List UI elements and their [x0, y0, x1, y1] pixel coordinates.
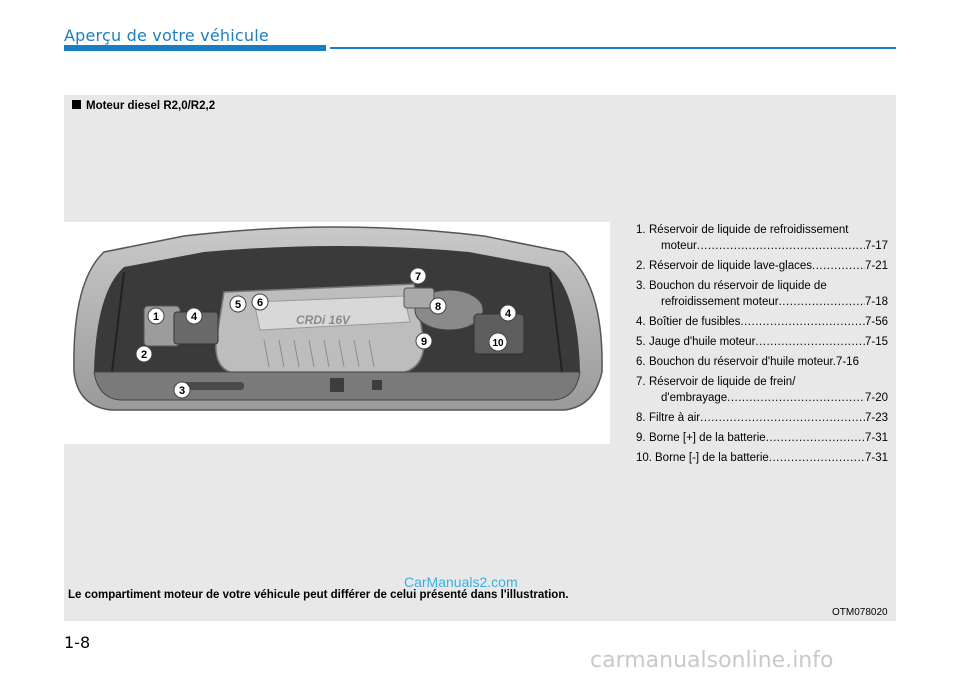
legend-num: 2. — [636, 260, 646, 272]
legend-text: Filtre à air — [649, 412, 701, 424]
legend-text: Bouchon du réservoir d'huile moteur. — [649, 356, 836, 368]
callout-8: 8 — [434, 301, 442, 313]
legend-text: Réservoir de liquide lave-glaces — [649, 260, 812, 272]
header-rule-thick — [64, 45, 326, 51]
legend-text: moteur — [661, 240, 697, 252]
engine-illustration — [64, 222, 610, 444]
legend-page: 7-16 — [835, 356, 859, 368]
leader-dots — [727, 390, 865, 406]
figure-code: OTM078020 — [832, 607, 888, 618]
legend-item — [636, 374, 888, 406]
leader-dots — [700, 410, 865, 426]
leader-dots — [755, 334, 865, 350]
callout-9: 9 — [420, 336, 428, 348]
legend-item — [636, 450, 888, 466]
callout-7: 7 — [414, 271, 422, 283]
legend-text: d'embrayage — [661, 392, 728, 404]
legend-text: Borne [+] de la batterie — [649, 432, 766, 444]
panel-title-text: Moteur diesel R2,0/R2,2 — [86, 100, 216, 112]
callout-1: 1 — [152, 311, 160, 323]
legend-page: 7-23 — [864, 412, 888, 424]
legend-page: 7-31 — [864, 452, 888, 464]
callout-4: 4 — [190, 311, 198, 323]
legend-page: 7-31 — [864, 432, 888, 444]
legend-item — [636, 258, 888, 274]
legend-item — [636, 222, 888, 254]
legend-page: 7-18 — [864, 296, 888, 308]
callout-3: 3 — [178, 385, 186, 397]
svg-text:CRDi 16V: CRDi 16V — [296, 313, 351, 327]
callout-4-right: 4 — [504, 308, 512, 320]
legend-num: 6. — [636, 356, 646, 368]
leader-dots — [812, 258, 865, 274]
legend-text: Boîtier de fusibles — [649, 316, 741, 328]
callout-10: 10 — [492, 338, 504, 349]
legend-num: 4. — [636, 316, 646, 328]
watermark-text: CarManuals2.com — [404, 574, 518, 590]
legend-num: 3. — [636, 280, 646, 292]
legend-text: Borne [-] de la batterie — [655, 452, 769, 464]
site-watermark: carmanualsonline.info — [590, 648, 834, 673]
legend-item — [636, 410, 888, 426]
legend-page: 7-56 — [864, 316, 888, 328]
callout-5: 5 — [234, 299, 242, 311]
leader-dots — [697, 238, 865, 254]
leader-dots — [740, 314, 865, 330]
bullet-square-icon — [72, 100, 81, 109]
legend-item — [636, 354, 888, 370]
page-number: 1-8 — [64, 633, 91, 652]
leader-dots — [769, 450, 865, 466]
legend-page: 7-20 — [864, 392, 888, 404]
engine-drawing — [64, 222, 610, 444]
legend-list — [636, 222, 888, 470]
legend-num: 8. — [636, 412, 646, 424]
legend-num: 10. — [636, 452, 652, 464]
section-title: Aperçu de votre véhicule — [64, 26, 269, 45]
legend-page: 7-17 — [864, 240, 888, 252]
legend-item — [636, 334, 888, 350]
callout-6: 6 — [256, 297, 264, 309]
legend-item — [636, 314, 888, 330]
legend-text: Jauge d'huile moteur — [649, 336, 756, 348]
legend-num: 1. — [636, 224, 646, 236]
legend-line: Réservoir de liquide de refroidissement — [649, 224, 849, 236]
leader-dots — [779, 294, 865, 310]
legend-item — [636, 430, 888, 446]
legend-num: 7. — [636, 376, 646, 388]
legend-line: Bouchon du réservoir de liquide de — [649, 280, 827, 292]
footnote: Le compartiment moteur de votre véhicule peut différer de celui présenté dans l'illustration. — [68, 589, 569, 601]
legend-page: 7-21 — [864, 260, 888, 272]
header-rule-thin — [330, 47, 896, 49]
callout-2: 2 — [140, 349, 148, 361]
panel-title — [72, 100, 215, 112]
legend-item — [636, 278, 888, 310]
legend-line: Réservoir de liquide de frein/ — [649, 376, 796, 388]
legend-text: refroidissement moteur — [661, 296, 779, 308]
legend-num: 9. — [636, 432, 646, 444]
leader-dots — [766, 430, 865, 446]
legend-num: 5. — [636, 336, 646, 348]
legend-page: 7-15 — [864, 336, 888, 348]
